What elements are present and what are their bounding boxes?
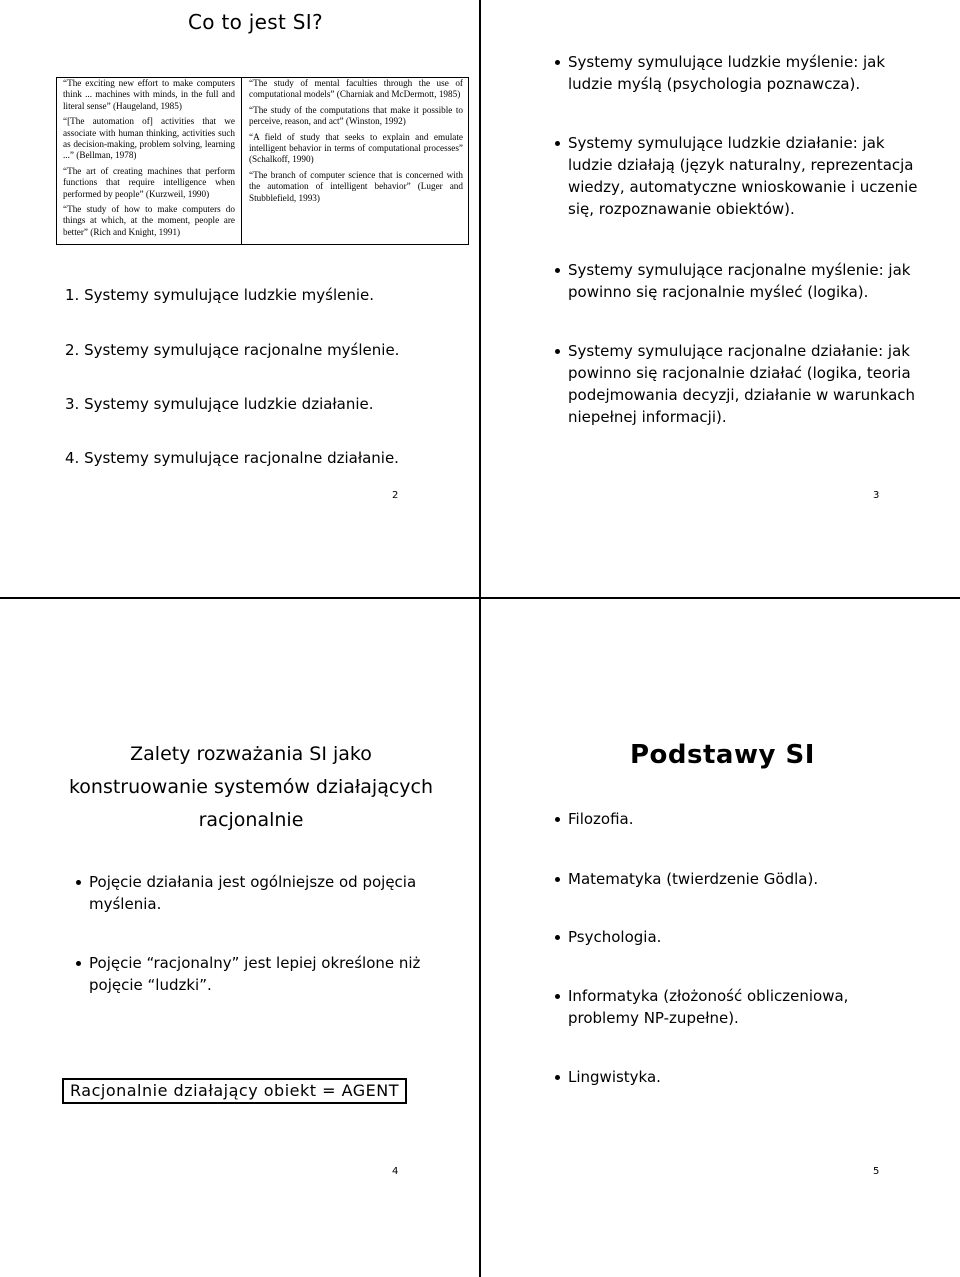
- bullet-text: Pojęcie “racjonalny” jest lepiej określone niż pojęcie “ludzki”.: [89, 954, 421, 994]
- bullet-text: Systemy symulujące ludzkie myślenie: jak ludzie myślą (psychologia poznawcza).: [568, 53, 886, 93]
- bullet-icon: [555, 1075, 560, 1080]
- quote: “The exciting new effort to make computers think ... machines with minds, in the full and literal sense” (Haugeland, 1985): [63, 78, 235, 111]
- agent-definition-box: Racjonalnie działający obiekt = AGENT: [62, 1078, 407, 1104]
- quote: “The study of the computations that make it possible to perceive, reason, and act” (Winston, 1992): [249, 104, 463, 127]
- bullet-icon: [555, 994, 560, 999]
- bullet-icon: [555, 935, 560, 940]
- slide5-title: Podstawy SI: [630, 740, 815, 770]
- list-item: 2. Systemy symulujące racjonalne myślenie.: [65, 341, 400, 359]
- list-item: [568, 340, 920, 428]
- bullet-icon: [555, 60, 560, 65]
- quote: “[The automation of] activities that we associate with human thinking, activities such as decision-making, problem solving, learning ...” (Bellman, 1978): [63, 116, 235, 161]
- list-item: [89, 952, 439, 996]
- list-item: [568, 1066, 920, 1088]
- bullet-icon: [76, 880, 81, 885]
- bullet-text: Systemy symulujące ludzkie działanie: jak ludzie działają (język naturalny, reprezentacja wiedzy, automatyczne wnioskowanie i uczenie się, rozpoznawanie obiektów).: [568, 134, 918, 218]
- bullet-text: Lingwistyka.: [568, 1068, 661, 1086]
- quotes-right-column: [249, 78, 463, 208]
- list-item: 4. Systemy symulujące racjonalne działanie.: [65, 449, 399, 467]
- list-item: [568, 51, 920, 95]
- bullet-text: Filozofia.: [568, 810, 634, 828]
- list-item: [568, 868, 920, 890]
- bullet-icon: [76, 961, 81, 966]
- vertical-divider: [479, 0, 481, 1277]
- page-number: 5: [873, 1166, 880, 1177]
- page-number: 3: [873, 490, 880, 501]
- list-item: [568, 259, 920, 303]
- list-item: [568, 926, 920, 948]
- bullet-icon: [555, 268, 560, 273]
- quote: “The branch of computer science that is concerned with the automation of intelligent behavior” (Luger and Stubblefield, 1993): [249, 169, 463, 203]
- bullet-text: Systemy symulujące racjonalne działanie: jak powinno się racjonalnie działać (logika, teoria podejmowania decyzji, działanie w warunkach niepełnej informacji).: [568, 342, 916, 426]
- bullet-icon: [555, 877, 560, 882]
- page-number: 2: [392, 490, 399, 501]
- quotes-column-divider: [241, 78, 242, 244]
- bullet-icon: [555, 141, 560, 146]
- quote: “The study of how to make computers do things at which, at the moment, people are better” (Rich and Knight, 1991): [63, 204, 235, 237]
- slide4-title-line: konstruowanie systemów działających: [68, 776, 434, 798]
- list-item: [89, 871, 439, 915]
- slide4-title-line: racjonalnie: [198, 809, 304, 831]
- horizontal-divider: [0, 597, 960, 599]
- bullet-text: Psychologia.: [568, 928, 662, 946]
- list-item: [568, 808, 920, 830]
- bullet-icon: [555, 817, 560, 822]
- bullet-text: Informatyka (złożoność obliczeniowa, problemy NP-zupełne).: [568, 987, 849, 1027]
- list-item: [568, 132, 920, 220]
- bullet-icon: [555, 349, 560, 354]
- slide2-title: Co to jest SI?: [188, 10, 323, 34]
- quote: “A field of study that seeks to explain and emulate intelligent behavior in terms of computational processes” (Schalkoff, 1990): [249, 131, 463, 165]
- page-number: 4: [392, 1166, 399, 1177]
- bullet-text: Systemy symulujące racjonalne myślenie: jak powinno się racjonalnie myśleć (logika).: [568, 261, 911, 301]
- list-item: [568, 985, 920, 1029]
- quotes-left-column: [63, 78, 235, 242]
- slide4-title: [56, 738, 446, 837]
- slide4-title-line: Zalety rozważania SI jako: [130, 743, 372, 765]
- quotes-box: [56, 77, 469, 245]
- list-item: 1. Systemy symulujące ludzkie myślenie.: [65, 286, 375, 304]
- quote: “The art of creating machines that perform functions that require intelligence when performed by people” (Kurzweil, 1990): [63, 165, 235, 199]
- bullet-text: Pojęcie działania jest ogólniejsze od pojęcia myślenia.: [89, 873, 417, 913]
- list-item: 3. Systemy symulujące ludzkie działanie.: [65, 395, 374, 413]
- quote: “The study of mental faculties through the use of computational models” (Charniak and McDermott, 1985): [249, 78, 463, 100]
- bullet-text: Matematyka (twierdzenie Gödla).: [568, 870, 819, 888]
